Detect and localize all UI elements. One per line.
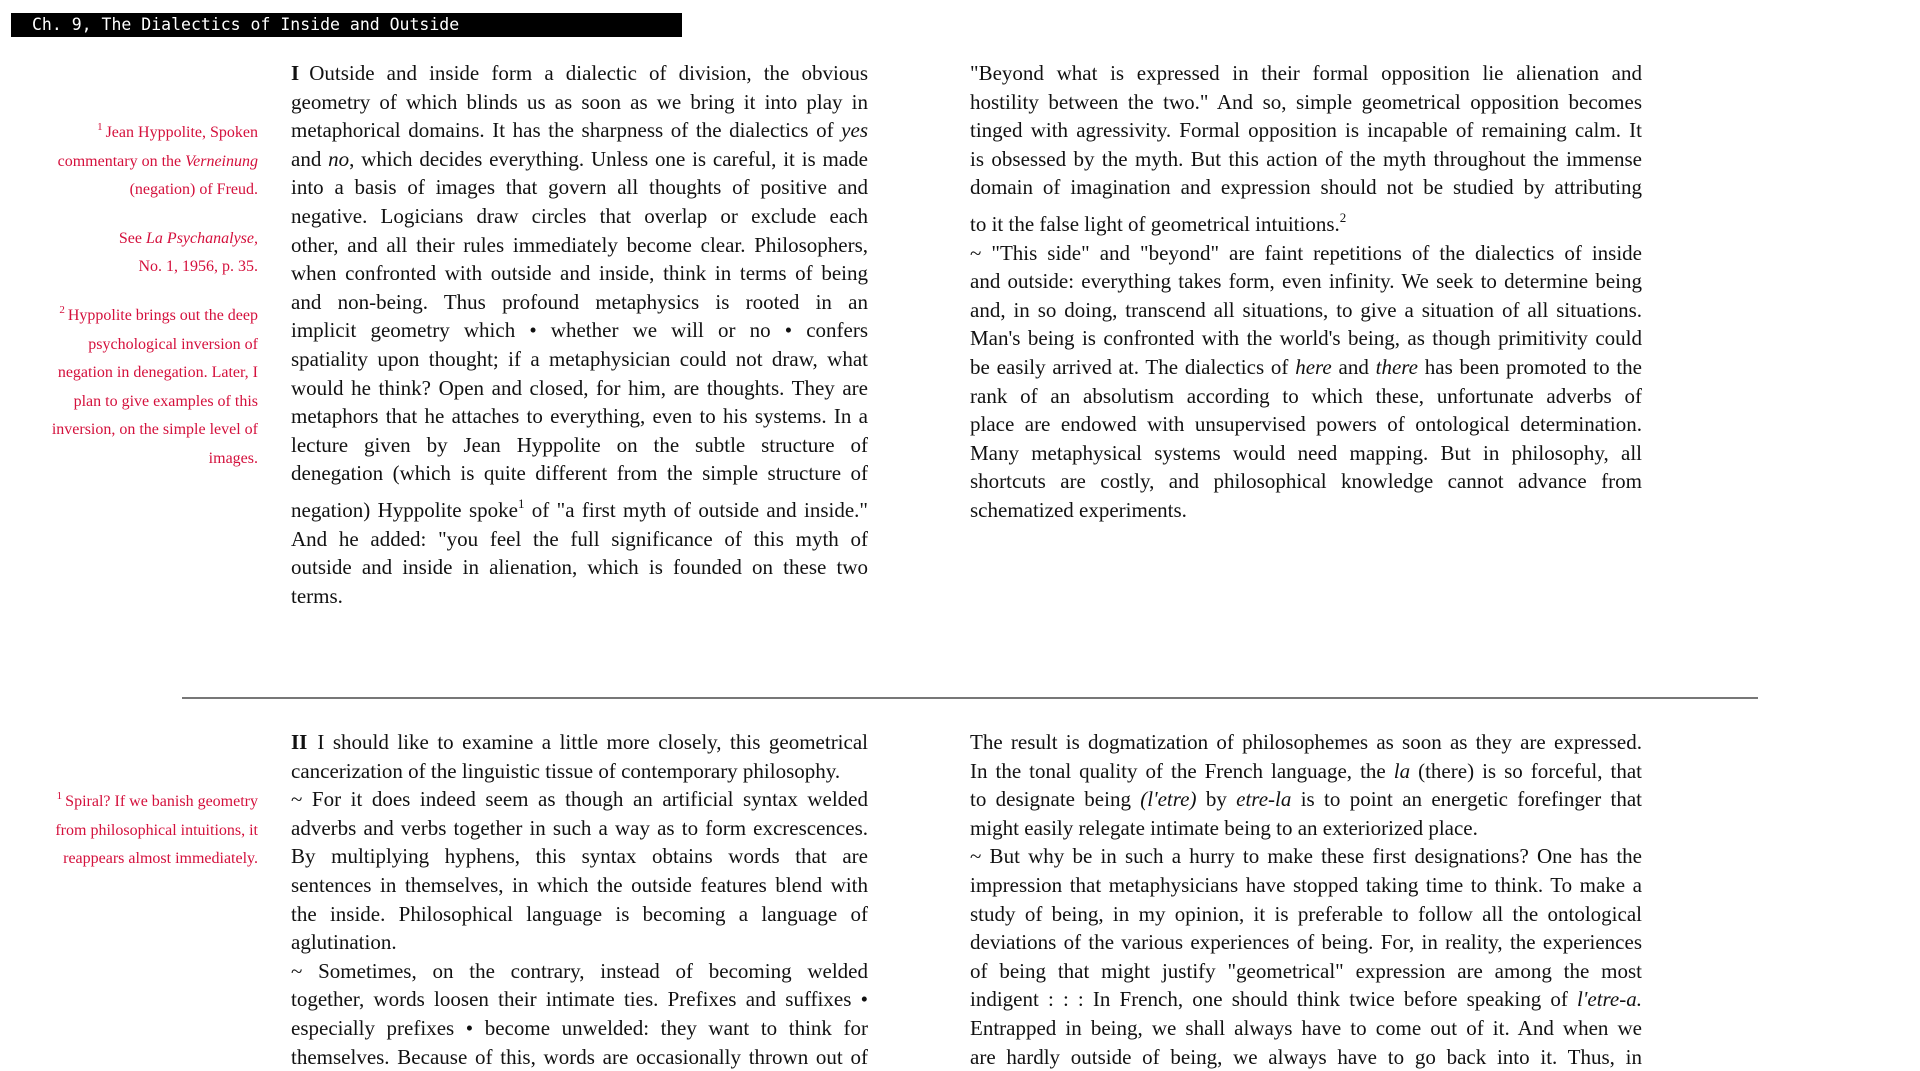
text-line bbox=[970, 957, 1642, 986]
text-run: Entrapped in being, we shall always have to come out of it. And when we bbox=[970, 1015, 1642, 1040]
text-run: Man's being is confronted with the world's being, as though primitivity could bbox=[970, 326, 1642, 351]
text-run: ~ "This side" and "beyond" are faint repetitions of the dialectics of inside bbox=[970, 240, 1642, 265]
text-run: and bbox=[291, 146, 329, 171]
footnote-marker: 2 bbox=[1339, 209, 1347, 225]
italic-run: yes bbox=[841, 118, 868, 143]
text-run: Many metaphysical systems would need mapping. But in philosophy, all bbox=[970, 440, 1642, 465]
section-2-right-column bbox=[970, 728, 1642, 1071]
section-1-left-column bbox=[291, 59, 868, 610]
italic-run: l'etre-a. bbox=[1577, 987, 1642, 1012]
text-run: No. 1, 1956, p. 35. bbox=[138, 258, 258, 276]
text-run: shortcuts are costly, and philosophical knowledge cannot advance from bbox=[970, 469, 1642, 494]
text-run: to it the false light of geometrical intuitions. bbox=[970, 211, 1340, 236]
text-run: especially prefixes • become unwelded: they want to think for bbox=[291, 1015, 868, 1040]
footnote-line bbox=[18, 388, 258, 417]
text-line bbox=[291, 1043, 868, 1071]
text-line bbox=[291, 957, 868, 986]
text-line bbox=[970, 59, 1642, 88]
italic-run: here bbox=[1295, 354, 1332, 379]
text-run: study of being, in my opinion, it is preferable to follow all the ontological bbox=[970, 901, 1642, 926]
text-line bbox=[970, 173, 1642, 202]
text-line bbox=[291, 582, 868, 611]
text-line bbox=[970, 382, 1642, 411]
text-run: lecture given by Jean Hyppolite on the subtle structure of bbox=[291, 432, 868, 457]
text-line bbox=[291, 202, 868, 231]
text-line bbox=[291, 288, 868, 317]
text-line bbox=[970, 814, 1642, 843]
text-line bbox=[291, 525, 868, 554]
text-run: has been promoted to the bbox=[1418, 354, 1643, 379]
text-run: might easily relegate intimate being to an exteriorized place. bbox=[970, 815, 1478, 840]
text-line bbox=[970, 296, 1642, 325]
text-run: into a basis of images that govern all thoughts of positive and bbox=[291, 175, 868, 200]
italic-run: la bbox=[1393, 758, 1411, 783]
text-line bbox=[291, 785, 868, 814]
footnote-line bbox=[18, 225, 258, 254]
text-run: and, in so doing, transcend all situations, to give a situation of all situations. bbox=[970, 297, 1642, 322]
text-run: other, and all their rules immediately become clear. Philosophers, bbox=[291, 232, 868, 257]
text-line bbox=[970, 900, 1642, 929]
footnote-line bbox=[18, 817, 258, 846]
footnote bbox=[18, 225, 258, 282]
footnote-line bbox=[18, 788, 258, 817]
text-run: implicit geometry which • whether we will or no • confers bbox=[291, 318, 868, 343]
text-run: and non-being. Thus profound metaphysics is rooted in an bbox=[291, 289, 868, 314]
text-line bbox=[291, 496, 868, 525]
text-run: , which decides everything. Unless one is careful, it is made bbox=[349, 146, 868, 171]
text-run: And he added: "you feel the full significance of this myth of bbox=[291, 526, 868, 551]
text-line bbox=[970, 267, 1642, 296]
text-run: images. bbox=[208, 449, 258, 467]
text-line bbox=[970, 871, 1642, 900]
text-run: deviations of the various experiences of being. For, in reality, the experiences bbox=[970, 930, 1642, 955]
text-run: adverbs and verbs together in such a way as to form excrescences. bbox=[291, 815, 868, 840]
text-run: and bbox=[1331, 354, 1376, 379]
footnote-line bbox=[18, 331, 258, 360]
text-run: rank of an absolutism according to which these, unfortunate adverbs of bbox=[970, 383, 1642, 408]
text-run: together, words loosen their intimate ties. Prefixes and suffixes • bbox=[291, 987, 868, 1012]
text-line bbox=[291, 871, 868, 900]
text-line bbox=[970, 439, 1642, 468]
text-line bbox=[970, 728, 1642, 757]
text-run: hostility between the two." And so, simple geometrical opposition becomes bbox=[970, 89, 1642, 114]
text-line bbox=[291, 1014, 868, 1043]
text-line bbox=[291, 842, 868, 871]
italic-run: etre-la bbox=[1236, 787, 1292, 812]
text-line bbox=[291, 900, 868, 929]
text-run: to designate being bbox=[970, 787, 1141, 812]
footnote-line bbox=[18, 119, 258, 148]
text-line bbox=[291, 814, 868, 843]
italic-run: La Psychanalyse, bbox=[146, 229, 258, 247]
text-run: cancerization of the linguistic tissue of contemporary philosophy. bbox=[291, 758, 841, 783]
chapter-title-bar bbox=[11, 13, 682, 37]
text-line bbox=[291, 59, 868, 88]
text-line bbox=[291, 728, 868, 757]
text-line bbox=[291, 985, 868, 1014]
text-line bbox=[970, 985, 1642, 1014]
footnote-line bbox=[18, 253, 258, 282]
text-line bbox=[970, 210, 1642, 239]
italic-run: Verneinung bbox=[185, 152, 258, 170]
text-run: I should like to examine a little more closely, this geometrical bbox=[317, 730, 868, 754]
text-run: inversion, on the simple level of bbox=[51, 421, 258, 439]
footnote-line bbox=[18, 176, 258, 205]
text-run: from philosophical intuitions, it bbox=[55, 821, 258, 839]
text-run: would he think? Open and closed, for him, are thoughts. They are bbox=[291, 375, 868, 400]
text-line bbox=[291, 928, 868, 957]
text-line bbox=[970, 88, 1642, 117]
text-run: metaphorical domains. It has the sharpness of the dialectics of bbox=[291, 118, 842, 143]
text-run: plan to give examples of this bbox=[73, 392, 258, 410]
text-run: impression that metaphysicians have stopped taking time to think. To make a bbox=[970, 872, 1642, 897]
text-line bbox=[291, 431, 868, 460]
text-run: of being that might justify "geometrical" expression are among the most bbox=[970, 958, 1642, 983]
footnote-marker: 1 bbox=[517, 495, 525, 511]
text-run: metaphors that he attaches to everything, even to his systems. In a bbox=[291, 404, 868, 429]
text-run: the inside. Philosophical language is becoming a language of bbox=[291, 901, 868, 926]
text-line bbox=[970, 116, 1642, 145]
text-line bbox=[291, 88, 868, 117]
text-run: terms. bbox=[291, 583, 343, 608]
text-run: Outside and inside form a dialectic of division, the obvious bbox=[309, 61, 868, 85]
footnote-marker: 1 bbox=[56, 790, 63, 802]
text-run: themselves. Because of this, words are occasionally thrown out of bbox=[291, 1044, 868, 1069]
text-run: By multiplying hyphens, this syntax obtains words that are bbox=[291, 844, 868, 869]
text-run: (negation) of Freud. bbox=[129, 181, 258, 199]
text-line bbox=[970, 785, 1642, 814]
text-run: aglutination. bbox=[291, 930, 397, 955]
footnote-line bbox=[18, 302, 258, 331]
text-line bbox=[291, 757, 868, 786]
text-run: psychological inversion of bbox=[88, 335, 258, 353]
text-run: domain of imagination and expression should not be studied by attributing bbox=[970, 175, 1642, 200]
text-run: are hardly outside of being, we always have to go back into it. Thus, in bbox=[970, 1044, 1642, 1069]
text-run: "Beyond what is expressed in their formal opposition lie alienation and bbox=[970, 61, 1642, 85]
text-run: by bbox=[1196, 787, 1237, 812]
text-line bbox=[291, 231, 868, 260]
text-run: place are endowed with unsupervised powers of ontological determination. bbox=[970, 412, 1642, 437]
text-line bbox=[291, 553, 868, 582]
footnote-line bbox=[18, 445, 258, 474]
text-line bbox=[291, 259, 868, 288]
text-run: Spiral? If we banish geometry bbox=[65, 793, 258, 810]
text-run: and outside: everything takes form, even infinity. We seek to determine being bbox=[970, 269, 1642, 294]
text-line bbox=[291, 316, 868, 345]
section-1-right-column bbox=[970, 59, 1642, 525]
chapter-title: Ch. 9, The Dialectics of Inside and Outside bbox=[32, 15, 460, 34]
text-run: See bbox=[118, 229, 147, 247]
text-run: is to point an energetic forefinger that bbox=[1291, 787, 1643, 812]
section-numeral: II bbox=[291, 730, 308, 754]
footnote-line bbox=[18, 359, 258, 388]
text-run: when confronted with outside and inside, think in terms of being bbox=[291, 261, 868, 286]
text-run: negation in denegation. Later, I bbox=[57, 364, 258, 382]
italic-run: there bbox=[1375, 354, 1418, 379]
footnote-marker: 1 bbox=[97, 121, 103, 133]
text-line bbox=[970, 145, 1642, 174]
text-line bbox=[970, 239, 1642, 268]
text-line bbox=[970, 1014, 1642, 1043]
text-run: (there) is so forceful, that bbox=[1410, 758, 1642, 783]
text-run: ~ For it does indeed seem as though an artificial syntax welded bbox=[291, 787, 868, 812]
text-run: of "a first myth of outside and inside." bbox=[524, 497, 868, 522]
text-line bbox=[291, 459, 868, 488]
text-line bbox=[291, 116, 868, 145]
text-run: Jean Hyppolite, Spoken bbox=[105, 124, 258, 141]
text-line bbox=[291, 402, 868, 431]
text-run: indigent : : : In French, one should think twice before speaking of bbox=[970, 987, 1578, 1012]
italic-run: no bbox=[328, 146, 350, 171]
section-numeral: I bbox=[291, 61, 300, 85]
footnote-line bbox=[18, 416, 258, 445]
footnote bbox=[18, 788, 258, 874]
text-line bbox=[970, 324, 1642, 353]
text-line bbox=[970, 1043, 1642, 1071]
text-run: commentary on the bbox=[57, 152, 186, 170]
text-run: schematized experiments. bbox=[970, 497, 1187, 522]
footnote-marker: 2 bbox=[59, 303, 65, 316]
text-run: negation) Hyppolite spoke bbox=[291, 497, 518, 522]
text-run: Hyppolite brings out the deep bbox=[67, 306, 258, 324]
text-line bbox=[970, 842, 1642, 871]
text-line bbox=[291, 374, 868, 403]
footnote bbox=[18, 119, 258, 205]
text-line bbox=[970, 757, 1642, 786]
footnote-line bbox=[18, 845, 258, 874]
text-line bbox=[970, 496, 1642, 525]
text-line bbox=[291, 173, 868, 202]
text-line bbox=[970, 928, 1642, 957]
text-line bbox=[970, 353, 1642, 382]
footnote-line bbox=[18, 148, 258, 177]
text-run: outside and inside in alienation, which is founded on these two bbox=[291, 555, 868, 580]
text-line bbox=[970, 467, 1642, 496]
text-run: is obsessed by the myth. But this action of the myth throughout the immense bbox=[970, 146, 1642, 171]
text-line bbox=[970, 410, 1642, 439]
text-run: ~ Sometimes, on the contrary, instead of becoming welded bbox=[291, 958, 868, 983]
text-run: denegation (which is quite different from the simple structure of bbox=[291, 461, 868, 486]
text-run: reappears almost immediately. bbox=[63, 850, 258, 868]
text-run: negative. Logicians draw circles that overlap or exclude each bbox=[291, 203, 868, 228]
text-run: be easily arrived at. The dialectics of bbox=[970, 354, 1296, 379]
text-run: sentences in themselves, in which the outside features blend with bbox=[291, 872, 868, 897]
text-run: The result is dogmatization of philosophemes as soon as they are expressed. bbox=[970, 730, 1642, 754]
text-line bbox=[291, 145, 868, 174]
italic-run: (l'etre) bbox=[1140, 787, 1197, 812]
text-run: tinged with agressivity. Formal opposition is incapable of remaining calm. It bbox=[970, 118, 1642, 143]
section-2-left-column bbox=[291, 728, 868, 1071]
footnote bbox=[18, 302, 258, 474]
margin-notes-section-1 bbox=[18, 119, 258, 474]
margin-notes-section-2 bbox=[18, 788, 258, 874]
text-run: In the tonal quality of the French language, the bbox=[970, 758, 1394, 783]
text-run: ~ But why be in such a hurry to make these first designations? One has the bbox=[970, 844, 1642, 869]
text-line bbox=[291, 345, 868, 374]
text-run: spatiality upon thought; if a metaphysician could not draw, what bbox=[291, 346, 868, 371]
text-run: geometry of which blinds us as soon as we bring it into play in bbox=[291, 89, 868, 114]
section-divider bbox=[182, 697, 1758, 699]
